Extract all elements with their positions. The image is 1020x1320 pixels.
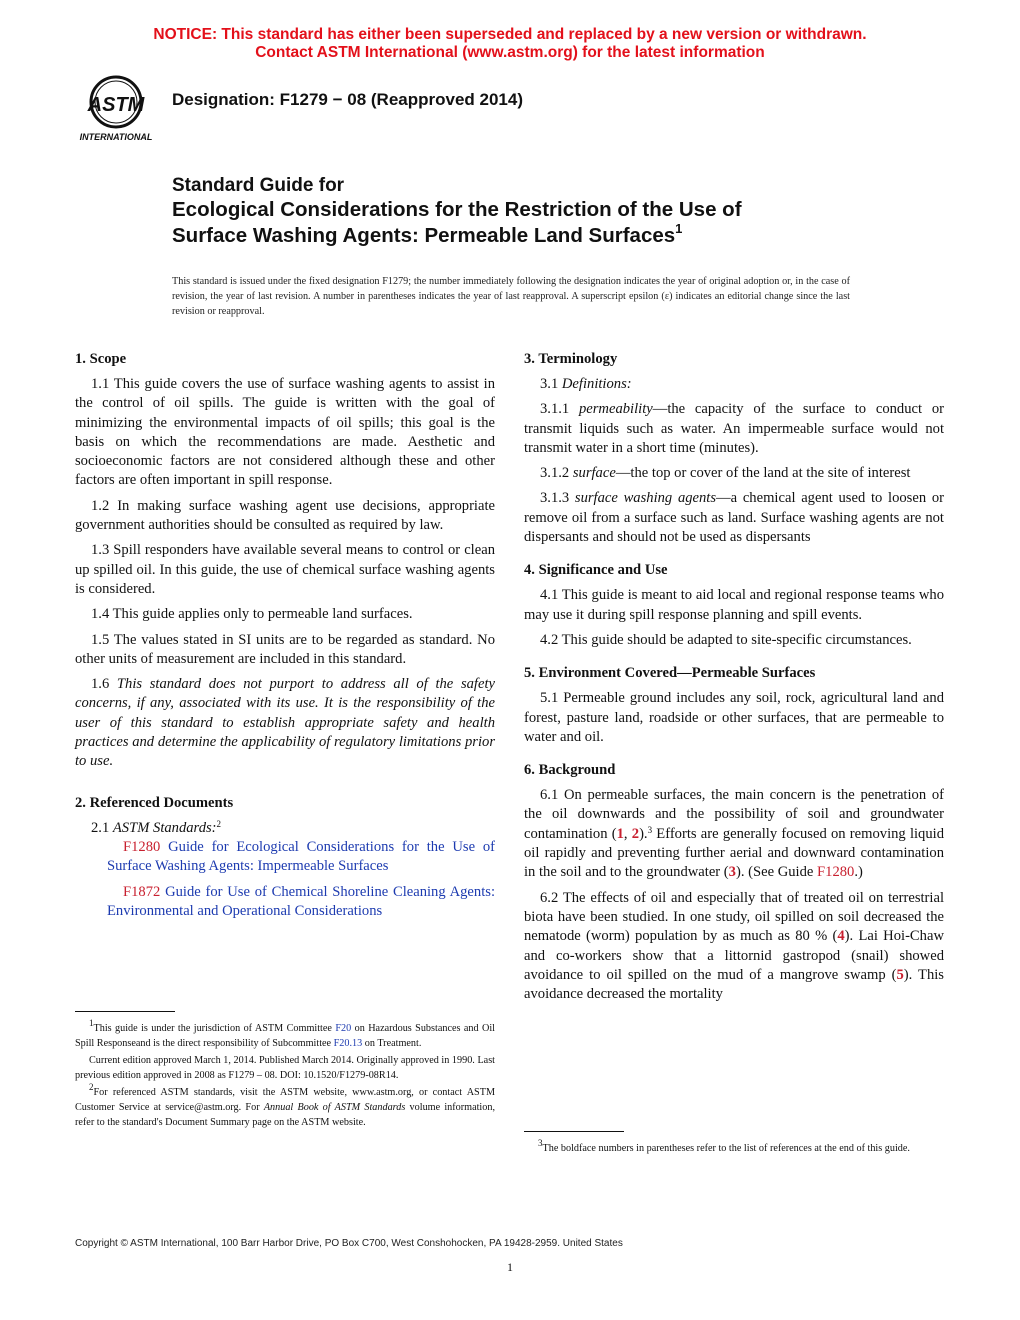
reference-title: Guide for Ecological Considerations for the Use of Surface Washing Agents: Impermeable Surfaces: [107, 838, 495, 875]
designation: Designation: F1279 − 08 (Reapproved 2014): [172, 90, 523, 109]
paragraph: 5.1 Permeable ground includes any soil, rock, agricultural land and forest, pasture land, roadside or other surfaces, that are permeable to water and oil.: [524, 690, 944, 745]
paragraph: 1.4 This guide applies only to permeable land surfaces.: [91, 606, 413, 623]
logo-caption: INTERNATIONAL: [79, 132, 153, 142]
notice-line-1: NOTICE: This standard has either been superseded and replaced by a new version or withdrawn.: [153, 26, 867, 43]
paragraph: 1.3 Spill responders have available several means to control or clean up spilled oil. In this guide, the use of chemical surface washing agents is considered.: [75, 542, 495, 597]
paragraph: 3.1.3 surface washing agents—a chemical agent used to loosen or remove oil from a surface such as land. Surface washing agents are not dispersants and should not be used as dispersants: [524, 490, 944, 546]
withdrawal-notice: [0, 26, 1020, 62]
section-heading: 3. Terminology: [524, 351, 618, 367]
committee-link[interactable]: F20: [335, 1023, 352, 1034]
section-referenced-documents: [75, 794, 495, 921]
citation-link[interactable]: 1: [616, 825, 624, 842]
section-background: [524, 761, 944, 1004]
title-footnote-mark: 1: [675, 221, 683, 236]
citation-link[interactable]: 4: [837, 928, 845, 945]
section-significance: [524, 561, 944, 650]
copyright: Copyright © ASTM International, 100 Barr Harbor Drive, PO Box C700, West Conshohocken, PA 19428-2959. United States: [75, 1238, 623, 1249]
paragraph: 2.1 ASTM Standards:$^2$: [91, 818, 222, 836]
logo-mark: ASTM: [87, 94, 145, 116]
reference-title: Guide for Use of Chemical Shoreline Cleaning Agents: Environmental and Operational Considerations: [107, 883, 495, 919]
section-heading: 1. Scope: [75, 351, 127, 367]
reference-entry[interactable]: [75, 838, 495, 877]
footnote-rule: [75, 1011, 175, 1012]
footnotes-right: [524, 1138, 944, 1158]
paragraph: 1.2 In making surface washing agent use decisions, appropriate government authorities should be consulted as required by law.: [75, 497, 495, 534]
paragraph: 4.1 This guide is meant to aid local and regional response teams who may use it during spill response planning and spill events.: [524, 587, 944, 623]
reference-entry[interactable]: [75, 883, 495, 922]
paragraph: 1.1 This guide covers the use of surface washing agents to assist in the control of oil spills. The guide is written with the goal of minimizing the environmental impacts of oil spills; this goal is the basis on which the recommendations are made. Aesthetic and socioeconomic factors are not considered although these and other factors are often important in spill response.: [75, 376, 495, 489]
footnote: $^1$This guide is under the jurisdiction of ASTM Committee F20 on Hazardous Substances and Oil Spill Responseand is the direct responsibility of Subcommittee F20.13 on Treatment.: [75, 1018, 496, 1049]
paragraph: 6.1 On permeable surfaces, the main concern is the penetration of the oil downwards and the possibility of soil and groundwater contamination (1, 2).$^3$ Efforts are generally focused on removing liquid oil rapidly and preventing further aerial and downward contamination in the soil and to the groundwater (3). (See Guide F1280.): [524, 787, 945, 881]
section-heading: 5. Environment Covered—Permeable Surfaces: [524, 665, 816, 682]
footnote: $^2$For referenced ASTM standards, visit the ASTM website, www.astm.org, or contact ASTM Customer Service at service@astm.org. For Annual Book of ASTM Standards volume information, refer to the standard's Document Summary page on the ASTM website.: [75, 1082, 495, 1128]
paragraph: 3.1.2 surface—the top or cover of the land at the site of interest: [540, 465, 911, 482]
document-title: [172, 175, 742, 249]
standard-link[interactable]: F1280: [817, 864, 855, 881]
paragraph: 1.6 This standard does not purport to address all of the safety concerns, if any, associated with its use. It is the responsibility of the user of this standard to establish appropriate safety and health practices and determine the applicability of regulatory limitations prior to use.: [75, 676, 495, 770]
section-heading: 4. Significance and Use: [524, 562, 668, 579]
footnote-rule: [524, 1131, 624, 1132]
reference-code: F1872: [123, 883, 161, 900]
paragraph: 3.1 Definitions:: [540, 376, 632, 392]
paragraph: 6.2 The effects of oil and especially that of treated oil on terrestrial biota have been studied. In one study, oil spilled on soil decreased the nematode (worm) population by as much as 80 % (4). Lai Hoi-Chaw and co-workers show that a littornid gastropod (snail) showed avoidance to oil spilled on the mud of a mangrove swamp (5). This avoidance decreased the mortality: [524, 889, 944, 1003]
paragraph: 3.1.1 permeability—the capacity of the surface to conduct or transmit liquids such as water. An impermeable surface would not transmit water in a short time (minutes).: [524, 401, 944, 456]
section-heading: 6. Background: [524, 762, 616, 779]
footnotes-left: [75, 1018, 496, 1132]
section-scope: [75, 350, 495, 772]
title-line-3: Surface Washing Agents: Permeable Land Surfaces$^1$: [172, 221, 683, 247]
citation-link[interactable]: 3: [728, 864, 736, 881]
title-line-1: Standard Guide for: [172, 175, 345, 196]
footnote: Current edition approved March 1, 2014. Published March 2014. Originally approved in 1990. Last previous edition approved in 2008 as F1279 – 08. DOI: 10.1520/F1279-08R14.: [75, 1055, 495, 1081]
section-terminology: [524, 350, 944, 547]
subcommittee-link[interactable]: F20.13: [333, 1038, 363, 1049]
paragraph: 1.5 The values stated in SI units are to be regarded as standard. No other units of measurement are included in this standard.: [75, 631, 495, 667]
footnote: $^3$The boldface numbers in parentheses refer to the list of references at the end of this guide.: [538, 1138, 910, 1154]
title-line-2: Ecological Considerations for the Restriction of the Use of: [172, 198, 742, 221]
left-column: [75, 350, 495, 935]
section-environment: [524, 664, 944, 747]
paragraph: 4.2 This guide should be adapted to site-specific circumstances.: [540, 631, 912, 648]
page-number: 1: [507, 1260, 513, 1274]
citation-link[interactable]: 5: [896, 966, 904, 983]
astm-logo: [70, 74, 162, 144]
citation-link[interactable]: 2: [631, 825, 640, 842]
right-column: [524, 350, 944, 1018]
section-heading: 2. Referenced Documents: [75, 794, 234, 811]
preamble: This standard is issued under the fixed designation F1279; the number immediately following the designation indicates the year of original adoption or, in the case of revision, the year of last revision. A number in parentheses indicates the year of last reapproval. A superscript epsilon (ε) indicates an editorial change since the last revision or reapproval.: [172, 276, 850, 317]
notice-line-2: Contact ASTM International (www.astm.org) for the latest information: [255, 44, 765, 61]
reference-code: F1280: [123, 838, 161, 855]
